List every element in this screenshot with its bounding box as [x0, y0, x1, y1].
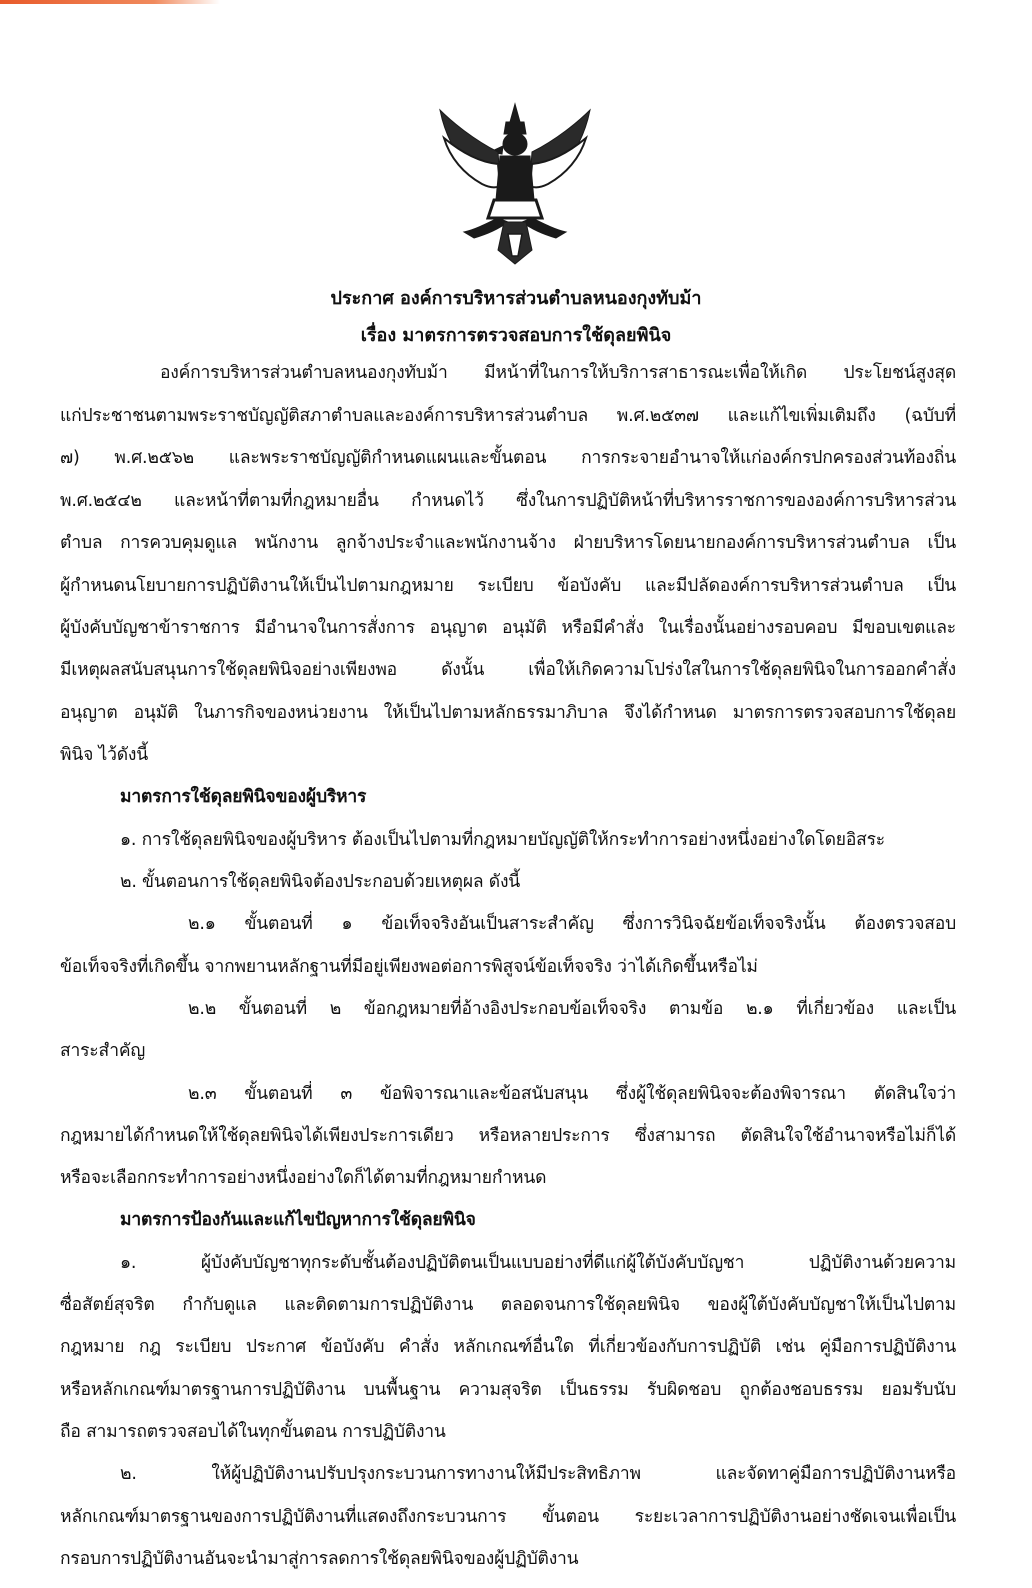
section2-item-line: กรอบการปฏิบัติงานอันจะนำมาสู่การลดการใช้ดุลยพินิจของผู้ปฏิบัติงาน: [60, 1549, 579, 1569]
scan-edge-mark: [0, 0, 220, 4]
subject-title: เรื่อง มาตรการตรวจสอบการใช้ดุลยพินิจ: [360, 325, 672, 346]
section1-item: ๒. ขั้นตอนการใช้ดุลยพินิจต้องประกอบด้วยเหตุผล ดังนี้: [120, 872, 521, 892]
section2-item-line: ๒. ให้ผู้ปฏิบัติงานปรับปรุงกระบวนการทางานให้มีประสิทธิภาพ และจัดทาคู่มือการปฏิบัติงานหรือ: [120, 1464, 956, 1484]
sub-item-line: ๒.๓ ขั้นตอนที่ ๓ ข้อพิจารณาและข้อสนับสนุน ซึ่งผู้ใช้ดุลยพินิจจะต้องพิจารณา ตัดสินใจว่า: [188, 1084, 956, 1104]
intro-line: อนุญาต อนุมัติ ในภารกิจของหน่วยงาน ให้เป็นไปตามหลักธรรมาภิบาล จึงได้กำหนด มาตรการตรวจสอบการใช้ดุลย: [60, 703, 956, 723]
intro-line: ผู้บังคับบัญชาข้าราชการ มีอำนาจในการสั่งการ อนุญาต อนุมัติ หรือมีคำสั่ง ในเรื่องนั้นอย่างรอบคอบ มีขอบเขตและ: [60, 618, 956, 638]
section-heading: มาตรการใช้ดุลยพินิจของผู้บริหาร: [120, 787, 367, 807]
intro-line: แก่ประชาชนตามพระราชบัญญัติสภาตำบลและองค์การบริหารส่วนตำบล พ.ศ.๒๕๓๗ และแก้ไขเพิ่มเติมถึง (ฉบับที่: [60, 406, 956, 426]
section2-item-line: ๑. ผู้บังคับบัญชาทุกระดับชั้นต้องปฏิบัติตนเป็นแบบอย่างที่ดีแก่ผู้ใต้บังคับบัญชา ปฏิบัติงานด้วยความ: [120, 1253, 956, 1273]
intro-line: พินิจ ไว้ดังนี้: [60, 745, 149, 765]
garuda-emblem-icon: [434, 100, 596, 270]
sub-item-line: กฎหมายได้กำหนดให้ใช้ดุลยพินิจได้เพียงประการเดียว หรือหลายประการ ซึ่งสามารถ ตัดสินใจใช้อำนาจหรือไม่ก็ได้: [60, 1126, 956, 1146]
intro-line: ผู้กำหนดนโยบายการปฏิบัติงานให้เป็นไปตามกฎหมาย ระเบียบ ข้อบังคับ และมีปลัดองค์การบริหารส่วนตำบล เป็น: [60, 576, 956, 596]
sub-item-line: หรือจะเลือกกระทำการอย่างหนึ่งอย่างใดก็ได้ตามที่กฎหมายกำหนด: [60, 1168, 547, 1188]
section2-item-line: หรือหลักเกณฑ์มาตรฐานการปฏิบัติงาน บนพื้นฐาน ความสุจริต เป็นธรรม รับผิดชอบ ถูกต้องชอบธรรม ยอมรับนับ: [60, 1380, 956, 1400]
section2-item-line: ซื่อสัตย์สุจริต กำกับดูแล และติดตามการปฏิบัติงาน ตลอดจนการใช้ดุลยพินิจ ของผู้ใต้บังคับบัญชาให้เป็นไปตาม: [60, 1295, 956, 1315]
section-heading: มาตรการป้องกันและแก้ไขปัญหาการใช้ดุลยพินิจ: [120, 1210, 476, 1230]
sub-item-line: ข้อเท็จจริงที่เกิดขึ้น จากพยานหลักฐานที่มีอยู่เพียงพอต่อการพิสูจน์ข้อเท็จจริง ว่าได้เกิดขึ้นหรือไม่: [60, 957, 758, 977]
intro-line: ตำบล การควบคุมดูแล พนักงาน ลูกจ้างประจำและพนักงานจ้าง ฝ่ายบริหารโดยนายกองค์การบริหารส่วนตำบล เป็น: [60, 533, 956, 553]
intro-line: ๗) พ.ศ.๒๕๖๒ และพระราชบัญญัติกำหนดแผนและขั้นตอน การกระจายอำนาจให้แก่องค์กรปกครองส่วนท้องถิ่น: [60, 448, 956, 468]
sub-item-line: ๒.๒ ขั้นตอนที่ ๒ ข้อกฎหมายที่อ้างอิงประกอบข้อเท็จจริง ตามข้อ ๒.๑ ที่เกี่ยวข้อง และเป็น: [188, 999, 956, 1019]
intro-line: พ.ศ.๒๕๔๒ และหน้าที่ตามที่กฎหมายอื่น กำหนดไว้ ซึ่งในการปฏิบัติหน้าที่บริหารราชการขององค์การบริหารส่วน: [60, 491, 956, 511]
section2-item-line: หลักเกณฑ์มาตรฐานของการปฏิบัติงานที่แสดงถึงกระบวนการ ขั้นตอน ระยะเวลาการปฏิบัติงานอย่างชัดเจนเพื่อเป็น: [60, 1507, 956, 1527]
intro-line: มีเหตุผลสนับสนุนการใช้ดุลยพินิจอย่างเพียงพอ ดังนั้น เพื่อให้เกิดความโปร่งใสในการใช้ดุลยพินิจในการออกคำสั่ง: [60, 660, 956, 680]
announcement-title: ประกาศ องค์การบริหารส่วนตำบลหนองกุงทับม้า: [330, 288, 702, 309]
section2-item-line: กฎหมาย กฎ ระเบียบ ประกาศ ข้อบังคับ คำสั่ง หลักเกณฑ์อื่นใด ที่เกี่ยวข้องกับการปฏิบัติ เช่น คู่มือการปฏิบัติงาน: [60, 1337, 956, 1357]
intro-line: องค์การบริหารส่วนตำบลหนองกุงทับม้า มีหน้าที่ในการให้บริการสาธารณะเพื่อให้เกิด ประโยชน์สูงสุด: [160, 363, 956, 383]
sub-item-line: ๒.๑ ขั้นตอนที่ ๑ ข้อเท็จจริงอันเป็นสาระสำคัญ ซึ่งการวินิจฉัยข้อเท็จจริงนั้น ต้องตรวจสอบ: [188, 914, 956, 934]
section2-item-line: ถือ สามารถตรวจสอบได้ในทุกขั้นตอน การปฏิบัติงาน: [60, 1422, 446, 1442]
sub-item-line: สาระสำคัญ: [60, 1041, 146, 1061]
section1-item: ๑. การใช้ดุลยพินิจของผู้บริหาร ต้องเป็นไปตามที่กฎหมายบัญญัติให้กระทำการอย่างหนึ่งอย่างใดโดยอิสระ: [120, 830, 886, 850]
